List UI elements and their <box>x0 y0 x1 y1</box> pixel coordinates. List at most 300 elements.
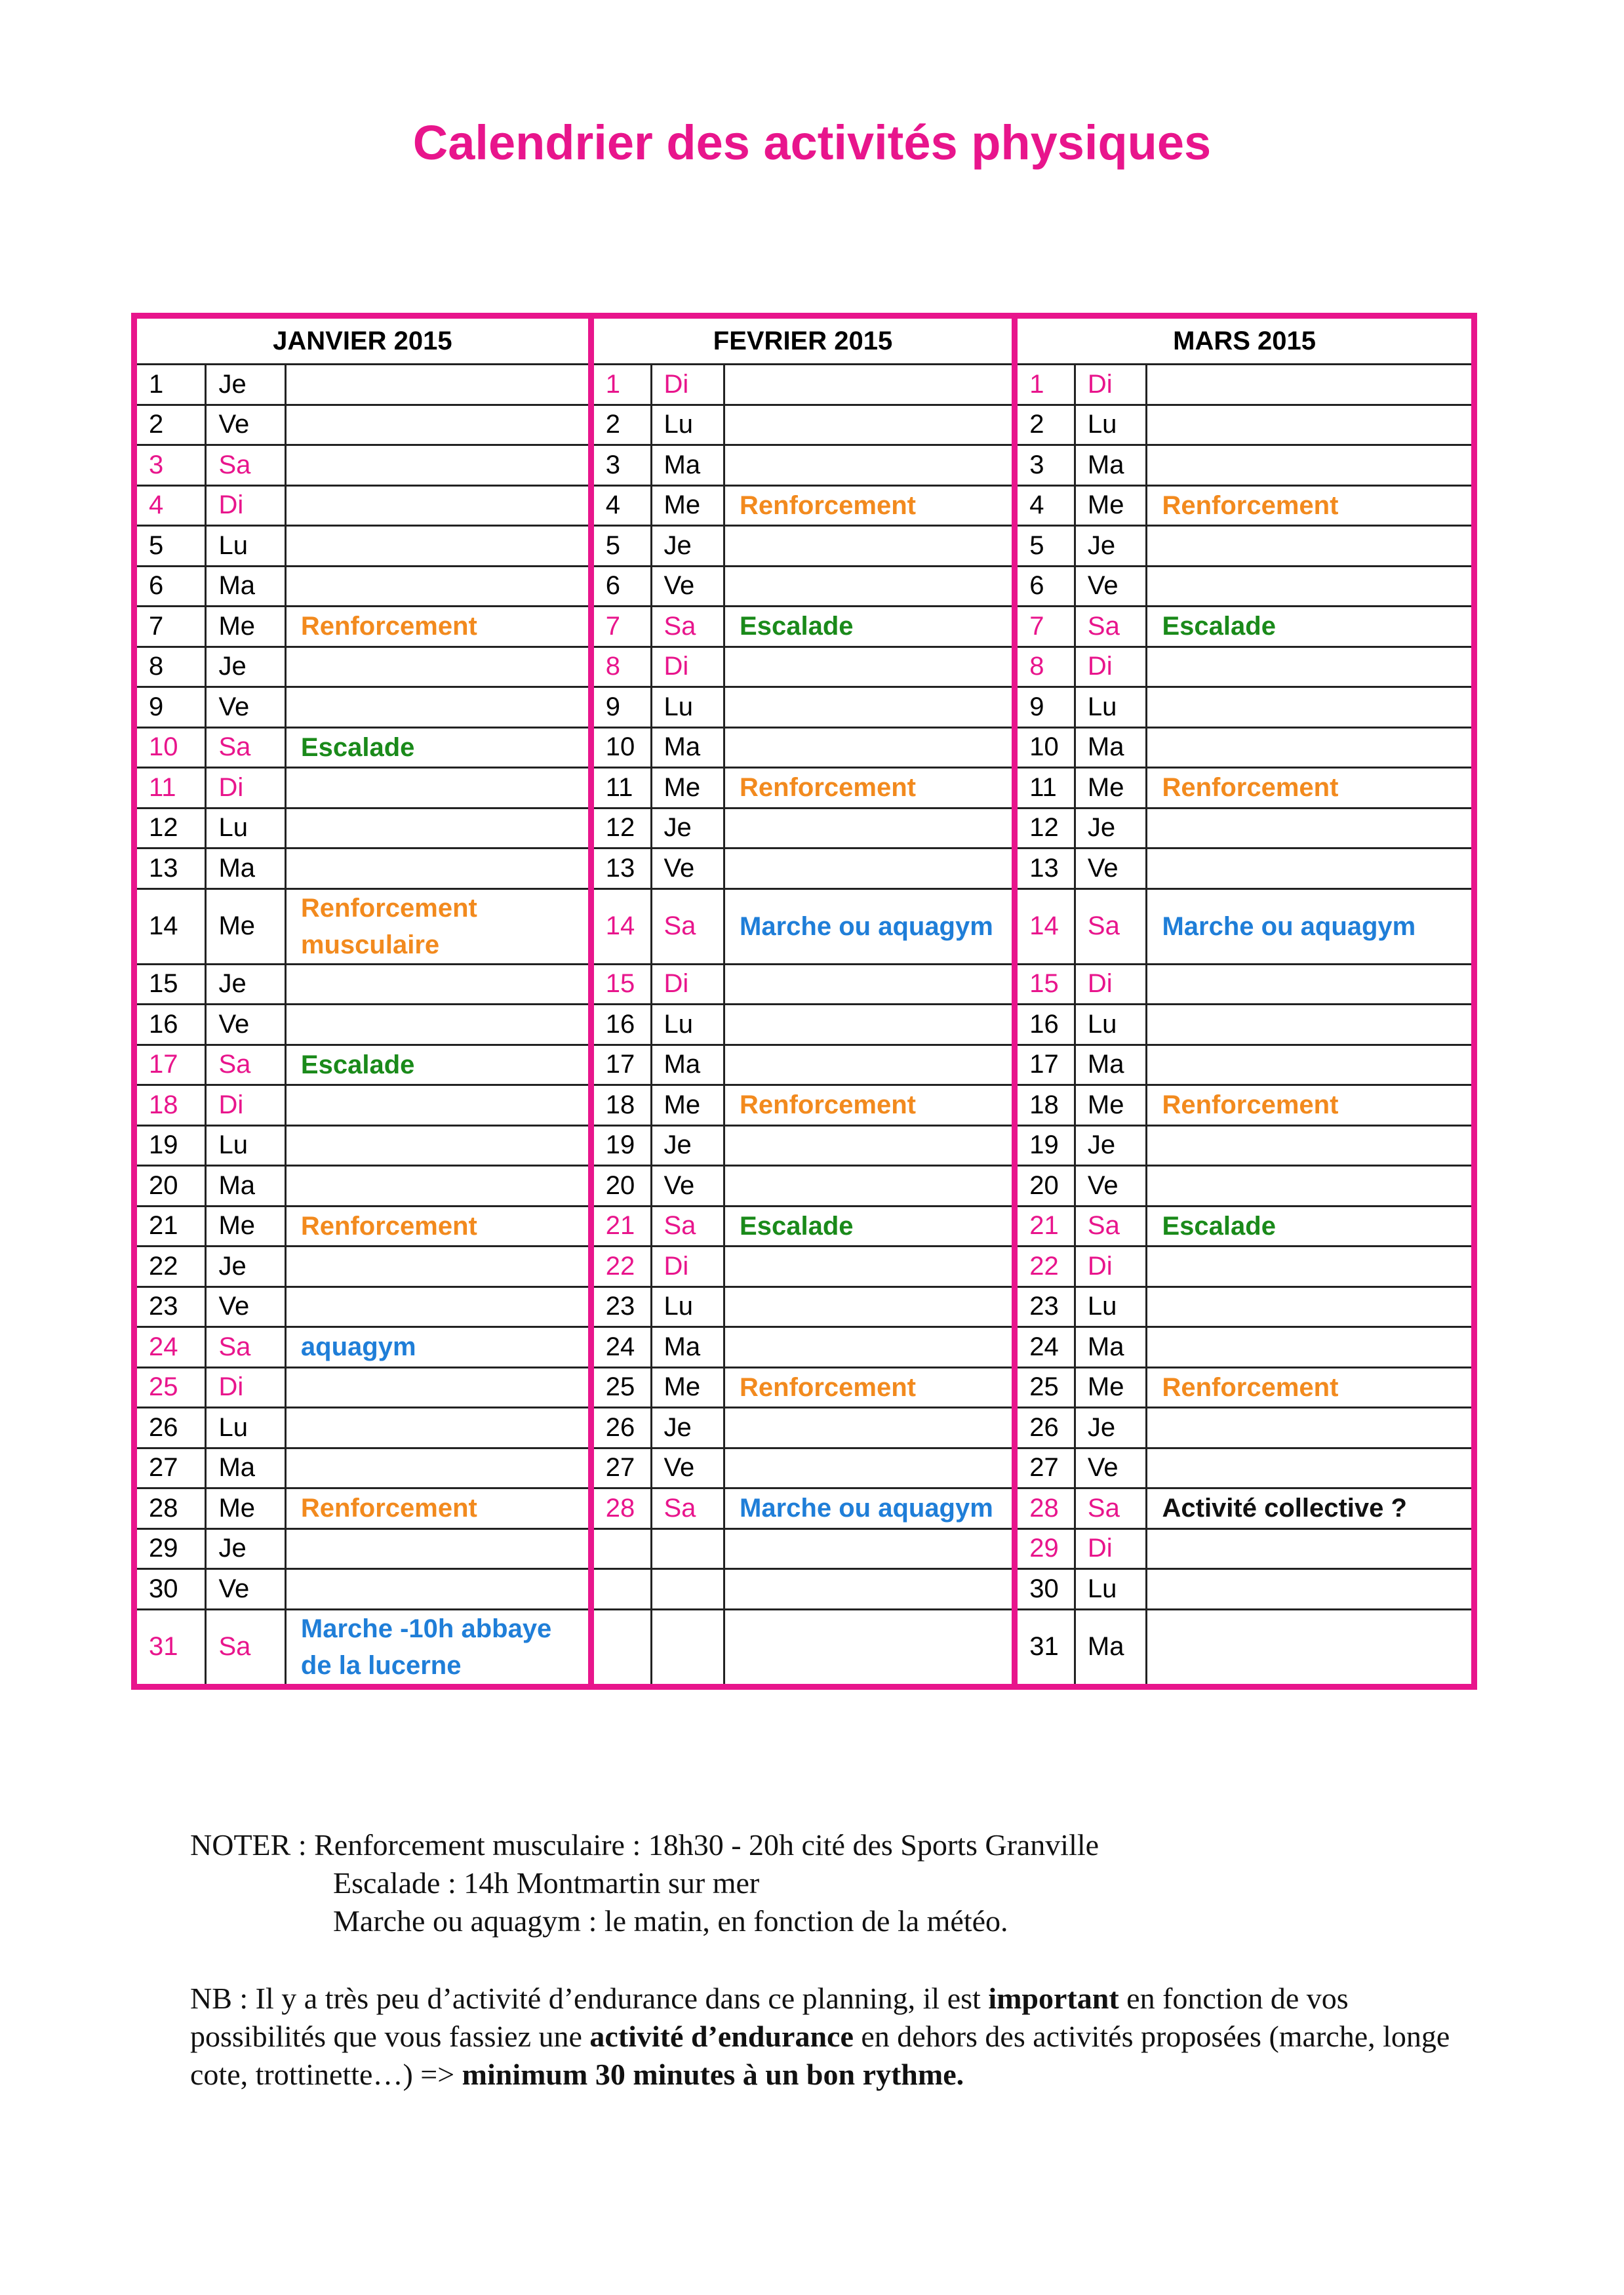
weekday-janvier: Lu <box>206 808 285 848</box>
day-number-janvier: 8 <box>134 647 206 687</box>
activity-fevrier <box>724 1408 1015 1448</box>
activity-fevrier <box>724 1327 1015 1368</box>
day-number-mars: 7 <box>1015 607 1075 647</box>
day-number-mars: 12 <box>1015 808 1075 848</box>
day-number-janvier: 28 <box>134 1488 206 1529</box>
calendar-row <box>134 1085 1475 1126</box>
calendar-row <box>134 1569 1475 1610</box>
calendar-row <box>134 1125 1475 1166</box>
day-number-fevrier: 22 <box>591 1247 651 1287</box>
weekday-mars: Me <box>1075 1085 1147 1126</box>
activity-fevrier <box>724 445 1015 486</box>
weekday-fevrier: Lu <box>651 405 724 445</box>
day-number-janvier: 23 <box>134 1287 206 1327</box>
day-number-mars: 2 <box>1015 405 1075 445</box>
day-number-mars: 20 <box>1015 1166 1075 1207</box>
weekday-fevrier: Ma <box>651 1045 724 1085</box>
weekday-janvier: Je <box>206 365 285 405</box>
weekday-fevrier: Di <box>651 1247 724 1287</box>
day-number-mars: 13 <box>1015 848 1075 889</box>
activity-mars: Renforcement <box>1147 1085 1475 1126</box>
weekday-mars: Di <box>1075 964 1147 1005</box>
day-number-fevrier: 16 <box>591 1005 651 1045</box>
activity-mars: Activité collective ? <box>1147 1488 1475 1529</box>
day-number-mars: 8 <box>1015 647 1075 687</box>
activity-janvier <box>285 1085 591 1126</box>
weekday-fevrier: Je <box>651 526 724 567</box>
weekday-fevrier: Je <box>651 1125 724 1166</box>
weekday-mars: Me <box>1075 1367 1147 1408</box>
activity-fevrier <box>724 526 1015 567</box>
day-number-janvier: 21 <box>134 1206 206 1247</box>
weekday-mars: Di <box>1075 647 1147 687</box>
day-number-fevrier <box>591 1569 651 1610</box>
day-number-janvier: 18 <box>134 1085 206 1126</box>
calendar-row <box>134 1408 1475 1448</box>
day-number-fevrier: 4 <box>591 485 651 526</box>
day-number-fevrier: 15 <box>591 964 651 1005</box>
day-number-mars: 25 <box>1015 1367 1075 1408</box>
day-number-mars: 9 <box>1015 687 1075 728</box>
weekday-mars: Lu <box>1075 1005 1147 1045</box>
day-number-fevrier: 12 <box>591 808 651 848</box>
day-number-mars: 21 <box>1015 1206 1075 1247</box>
nb-text: en dehors des activités proposées (marche, longe cote, trottinette…) => <box>190 2020 1450 2091</box>
weekday-fevrier: Sa <box>651 1488 724 1529</box>
weekday-fevrier <box>651 1609 724 1686</box>
calendar-row <box>134 445 1475 486</box>
weekday-fevrier: Ma <box>651 1327 724 1368</box>
day-number-mars: 22 <box>1015 1247 1075 1287</box>
day-number-janvier: 12 <box>134 808 206 848</box>
weekday-mars: Sa <box>1075 1488 1147 1529</box>
activity-mars: Escalade <box>1147 607 1475 647</box>
day-number-janvier: 25 <box>134 1367 206 1408</box>
calendar-row <box>134 1609 1475 1686</box>
activity-janvier <box>285 1408 591 1448</box>
activity-mars <box>1147 647 1475 687</box>
activity-mars: Escalade <box>1147 1206 1475 1247</box>
nb-emphasis: activité d’endurance <box>589 2020 854 2053</box>
activity-janvier: Renforcement <box>285 1488 591 1529</box>
weekday-mars: Lu <box>1075 1287 1147 1327</box>
day-number-mars: 19 <box>1015 1125 1075 1166</box>
day-number-mars: 26 <box>1015 1408 1075 1448</box>
activity-fevrier <box>724 727 1015 768</box>
day-number-fevrier: 28 <box>591 1488 651 1529</box>
calendar-row <box>134 566 1475 607</box>
weekday-fevrier: Ve <box>651 566 724 607</box>
day-number-janvier: 7 <box>134 607 206 647</box>
month-header-fevrier: FEVRIER 2015 <box>591 316 1014 365</box>
weekday-janvier: Ma <box>206 1166 285 1207</box>
activity-fevrier <box>724 1569 1015 1610</box>
weekday-janvier: Lu <box>206 1125 285 1166</box>
weekday-janvier: Me <box>206 888 285 964</box>
activity-mars <box>1147 1448 1475 1488</box>
activity-mars <box>1147 848 1475 889</box>
activity-janvier <box>285 1125 591 1166</box>
activity-janvier <box>285 1448 591 1488</box>
weekday-janvier: Di <box>206 768 285 808</box>
weekday-janvier: Sa <box>206 1609 285 1686</box>
weekday-mars: Je <box>1075 1125 1147 1166</box>
nb-emphasis: minimum 30 minutes à un bon rythme. <box>462 2058 964 2091</box>
day-number-janvier: 4 <box>134 485 206 526</box>
activity-fevrier <box>724 566 1015 607</box>
weekday-mars: Sa <box>1075 607 1147 647</box>
day-number-mars: 29 <box>1015 1528 1075 1569</box>
weekday-janvier: Di <box>206 1367 285 1408</box>
weekday-janvier: Ve <box>206 1569 285 1610</box>
activity-fevrier <box>724 365 1015 405</box>
calendar-row <box>134 1287 1475 1327</box>
weekday-fevrier: Sa <box>651 888 724 964</box>
day-number-janvier: 10 <box>134 727 206 768</box>
day-number-mars: 16 <box>1015 1005 1075 1045</box>
day-number-janvier: 6 <box>134 566 206 607</box>
activity-janvier: Escalade <box>285 727 591 768</box>
weekday-fevrier: Di <box>651 964 724 1005</box>
activity-mars <box>1147 1166 1475 1207</box>
activity-mars: Renforcement <box>1147 1367 1475 1408</box>
day-number-fevrier: 14 <box>591 888 651 964</box>
activity-fevrier: Marche ou aquagym <box>724 1488 1015 1529</box>
nb-text: NB : Il y a très peu d’activité d’endurance dans ce planning, il est <box>190 1982 989 2015</box>
activity-janvier <box>285 1005 591 1045</box>
day-number-fevrier: 21 <box>591 1206 651 1247</box>
weekday-janvier: Lu <box>206 526 285 567</box>
day-number-mars: 5 <box>1015 526 1075 567</box>
weekday-mars: Lu <box>1075 405 1147 445</box>
weekday-mars: Sa <box>1075 1206 1147 1247</box>
day-number-fevrier: 25 <box>591 1367 651 1408</box>
activity-mars <box>1147 566 1475 607</box>
day-number-mars: 6 <box>1015 566 1075 607</box>
weekday-mars: Di <box>1075 1247 1147 1287</box>
weekday-janvier: Me <box>206 607 285 647</box>
day-number-janvier: 20 <box>134 1166 206 1207</box>
weekday-fevrier: Ma <box>651 727 724 768</box>
activity-fevrier: Marche ou aquagym <box>724 888 1015 964</box>
weekday-mars: Lu <box>1075 687 1147 728</box>
activity-fevrier <box>724 687 1015 728</box>
weekday-janvier: Me <box>206 1488 285 1529</box>
weekday-fevrier: Lu <box>651 1005 724 1045</box>
day-number-mars: 24 <box>1015 1327 1075 1368</box>
day-number-mars: 27 <box>1015 1448 1075 1488</box>
activity-janvier <box>285 566 591 607</box>
activity-fevrier <box>724 848 1015 889</box>
day-number-janvier: 29 <box>134 1528 206 1569</box>
activity-fevrier <box>724 1045 1015 1085</box>
day-number-janvier: 19 <box>134 1125 206 1166</box>
weekday-mars: Je <box>1075 808 1147 848</box>
day-number-janvier: 3 <box>134 445 206 486</box>
activity-janvier <box>285 526 591 567</box>
activity-mars <box>1147 1247 1475 1287</box>
activity-mars <box>1147 1569 1475 1610</box>
calendar-row <box>134 1488 1475 1529</box>
activity-fevrier <box>724 405 1015 445</box>
day-number-janvier: 22 <box>134 1247 206 1287</box>
activity-janvier <box>285 964 591 1005</box>
calendar-row <box>134 365 1475 405</box>
day-number-janvier: 17 <box>134 1045 206 1085</box>
calendar-row <box>134 1367 1475 1408</box>
weekday-janvier: Sa <box>206 445 285 486</box>
day-number-mars: 31 <box>1015 1609 1075 1686</box>
activity-mars: Renforcement <box>1147 485 1475 526</box>
activity-janvier: Escalade <box>285 1045 591 1085</box>
activity-janvier: aquagym <box>285 1327 591 1368</box>
activity-mars <box>1147 1609 1475 1686</box>
day-number-janvier: 15 <box>134 964 206 1005</box>
activity-fevrier: Renforcement <box>724 1085 1015 1126</box>
calendar-row <box>134 1206 1475 1247</box>
activity-janvier <box>285 485 591 526</box>
weekday-mars: Di <box>1075 1528 1147 1569</box>
activity-mars: Renforcement <box>1147 768 1475 808</box>
day-number-mars: 11 <box>1015 768 1075 808</box>
activity-mars: Marche ou aquagym <box>1147 888 1475 964</box>
calendar-row <box>134 848 1475 889</box>
day-number-fevrier: 18 <box>591 1085 651 1126</box>
weekday-mars: Ma <box>1075 445 1147 486</box>
activity-mars <box>1147 727 1475 768</box>
day-number-mars: 28 <box>1015 1488 1075 1529</box>
activity-fevrier: Escalade <box>724 1206 1015 1247</box>
activity-mars <box>1147 808 1475 848</box>
activity-fevrier <box>724 647 1015 687</box>
weekday-fevrier: Me <box>651 1085 724 1126</box>
weekday-mars: Je <box>1075 526 1147 567</box>
weekday-janvier: Ma <box>206 566 285 607</box>
day-number-mars: 14 <box>1015 888 1075 964</box>
weekday-fevrier <box>651 1528 724 1569</box>
calendar-row <box>134 485 1475 526</box>
activity-mars <box>1147 1528 1475 1569</box>
calendar-row <box>134 607 1475 647</box>
weekday-mars: Ve <box>1075 1448 1147 1488</box>
activity-mars <box>1147 1005 1475 1045</box>
weekday-fevrier: Je <box>651 808 724 848</box>
weekday-mars: Ve <box>1075 848 1147 889</box>
activity-fevrier: Renforcement <box>724 768 1015 808</box>
day-number-fevrier <box>591 1528 651 1569</box>
calendar-row <box>134 1327 1475 1368</box>
calendar-row <box>134 1005 1475 1045</box>
day-number-fevrier: 23 <box>591 1287 651 1327</box>
day-number-fevrier: 19 <box>591 1125 651 1166</box>
activity-janvier <box>285 808 591 848</box>
calendar-row <box>134 526 1475 567</box>
day-number-janvier: 13 <box>134 848 206 889</box>
weekday-mars: Me <box>1075 768 1147 808</box>
activity-mars <box>1147 365 1475 405</box>
weekday-janvier: Ma <box>206 848 285 889</box>
activity-mars <box>1147 1125 1475 1166</box>
weekday-mars: Ve <box>1075 1166 1147 1207</box>
month-header-janvier: JANVIER 2015 <box>134 316 591 365</box>
calendar-row <box>134 1045 1475 1085</box>
weekday-fevrier: Ma <box>651 445 724 486</box>
day-number-janvier: 14 <box>134 888 206 964</box>
activity-mars <box>1147 1287 1475 1327</box>
page-title: Calendrier des activités physiques <box>412 115 1212 170</box>
weekday-fevrier: Lu <box>651 687 724 728</box>
weekday-fevrier: Je <box>651 1408 724 1448</box>
weekday-janvier: Di <box>206 485 285 526</box>
activity-mars <box>1147 405 1475 445</box>
day-number-mars: 30 <box>1015 1569 1075 1610</box>
note-line: Marche ou aquagym : le matin, en fonction de la météo. <box>333 1904 1008 1938</box>
day-number-fevrier: 26 <box>591 1408 651 1448</box>
nb-text: en fonction de vos possibilités que vous fassiez une <box>190 1982 1349 2053</box>
activity-janvier <box>285 1569 591 1610</box>
activity-fevrier: Renforcement <box>724 1367 1015 1408</box>
activity-fevrier <box>724 1166 1015 1207</box>
day-number-fevrier: 20 <box>591 1166 651 1207</box>
weekday-janvier: Je <box>206 1247 285 1287</box>
month-header-mars: MARS 2015 <box>1015 316 1475 365</box>
weekday-mars: Ma <box>1075 1045 1147 1085</box>
activity-janvier <box>285 687 591 728</box>
day-number-fevrier: 24 <box>591 1327 651 1368</box>
weekday-mars: Je <box>1075 1408 1147 1448</box>
calendar-row <box>134 1448 1475 1488</box>
activity-fevrier <box>724 1287 1015 1327</box>
weekday-fevrier: Ve <box>651 1448 724 1488</box>
nb-paragraph <box>190 1980 1475 2094</box>
weekday-mars: Lu <box>1075 1569 1147 1610</box>
calendar-body <box>134 365 1475 1687</box>
weekday-mars: Me <box>1075 485 1147 526</box>
weekday-fevrier <box>651 1569 724 1610</box>
activity-mars <box>1147 445 1475 486</box>
activity-fevrier <box>724 1247 1015 1287</box>
day-number-mars: 18 <box>1015 1085 1075 1126</box>
weekday-janvier: Sa <box>206 727 285 768</box>
weekday-mars: Ma <box>1075 1327 1147 1368</box>
activity-fevrier <box>724 1448 1015 1488</box>
calendar-row <box>134 964 1475 1005</box>
calendar-row <box>134 405 1475 445</box>
day-number-mars: 15 <box>1015 964 1075 1005</box>
weekday-fevrier: Me <box>651 485 724 526</box>
weekday-fevrier: Me <box>651 768 724 808</box>
weekday-janvier: Je <box>206 964 285 1005</box>
weekday-janvier: Di <box>206 1085 285 1126</box>
activity-janvier <box>285 1247 591 1287</box>
activity-janvier <box>285 445 591 486</box>
activity-janvier <box>285 1528 591 1569</box>
day-number-fevrier: 10 <box>591 727 651 768</box>
activity-fevrier <box>724 808 1015 848</box>
activity-mars <box>1147 687 1475 728</box>
weekday-fevrier: Sa <box>651 607 724 647</box>
activity-fevrier <box>724 1609 1015 1686</box>
day-number-mars: 3 <box>1015 445 1075 486</box>
day-number-janvier: 5 <box>134 526 206 567</box>
day-number-janvier: 16 <box>134 1005 206 1045</box>
nb-emphasis: important <box>988 1982 1119 2015</box>
weekday-janvier: Ma <box>206 1448 285 1488</box>
calendar-row <box>134 687 1475 728</box>
calendar-row <box>134 1166 1475 1207</box>
weekday-mars: Ve <box>1075 566 1147 607</box>
day-number-fevrier: 8 <box>591 647 651 687</box>
day-number-mars: 23 <box>1015 1287 1075 1327</box>
activity-janvier <box>285 647 591 687</box>
day-number-janvier: 1 <box>134 365 206 405</box>
weekday-janvier: Me <box>206 1206 285 1247</box>
day-number-janvier: 11 <box>134 768 206 808</box>
activity-fevrier <box>724 1125 1015 1166</box>
calendar-row <box>134 1247 1475 1287</box>
day-number-fevrier <box>591 1609 651 1686</box>
activity-fevrier <box>724 964 1015 1005</box>
activity-fevrier <box>724 1005 1015 1045</box>
day-number-fevrier: 2 <box>591 405 651 445</box>
day-number-janvier: 31 <box>134 1609 206 1686</box>
activity-fevrier: Escalade <box>724 607 1015 647</box>
weekday-janvier: Je <box>206 1528 285 1569</box>
day-number-mars: 4 <box>1015 485 1075 526</box>
day-number-mars: 10 <box>1015 727 1075 768</box>
activity-mars <box>1147 1408 1475 1448</box>
day-number-janvier: 9 <box>134 687 206 728</box>
day-number-fevrier: 27 <box>591 1448 651 1488</box>
day-number-fevrier: 9 <box>591 687 651 728</box>
day-number-fevrier: 3 <box>591 445 651 486</box>
note-line: NOTER : Renforcement musculaire : 18h30 - 20h cité des Sports Granville <box>190 1828 1099 1862</box>
day-number-janvier: 2 <box>134 405 206 445</box>
weekday-janvier: Je <box>206 647 285 687</box>
day-number-fevrier: 17 <box>591 1045 651 1085</box>
weekday-fevrier: Ve <box>651 1166 724 1207</box>
day-number-fevrier: 7 <box>591 607 651 647</box>
activity-janvier: Renforcement musculaire <box>285 888 591 964</box>
activity-fevrier: Renforcement <box>724 485 1015 526</box>
calendar-row <box>134 808 1475 848</box>
weekday-mars: Ma <box>1075 727 1147 768</box>
calendar-row <box>134 727 1475 768</box>
weekday-janvier: Ve <box>206 687 285 728</box>
activity-mars <box>1147 526 1475 567</box>
activity-janvier: Renforcement <box>285 1206 591 1247</box>
weekday-mars: Sa <box>1075 888 1147 964</box>
month-header-row <box>134 316 1475 365</box>
day-number-janvier: 30 <box>134 1569 206 1610</box>
day-number-fevrier: 11 <box>591 768 651 808</box>
activity-janvier <box>285 365 591 405</box>
weekday-fevrier: Di <box>651 647 724 687</box>
day-number-fevrier: 13 <box>591 848 651 889</box>
activity-calendar <box>131 313 1477 1690</box>
weekday-fevrier: Sa <box>651 1206 724 1247</box>
activity-janvier <box>285 1367 591 1408</box>
day-number-janvier: 24 <box>134 1327 206 1368</box>
activity-mars <box>1147 964 1475 1005</box>
weekday-mars: Di <box>1075 365 1147 405</box>
day-number-mars: 17 <box>1015 1045 1075 1085</box>
activity-janvier <box>285 848 591 889</box>
day-number-mars: 1 <box>1015 365 1075 405</box>
weekday-fevrier: Ve <box>651 848 724 889</box>
day-number-janvier: 27 <box>134 1448 206 1488</box>
day-number-fevrier: 6 <box>591 566 651 607</box>
